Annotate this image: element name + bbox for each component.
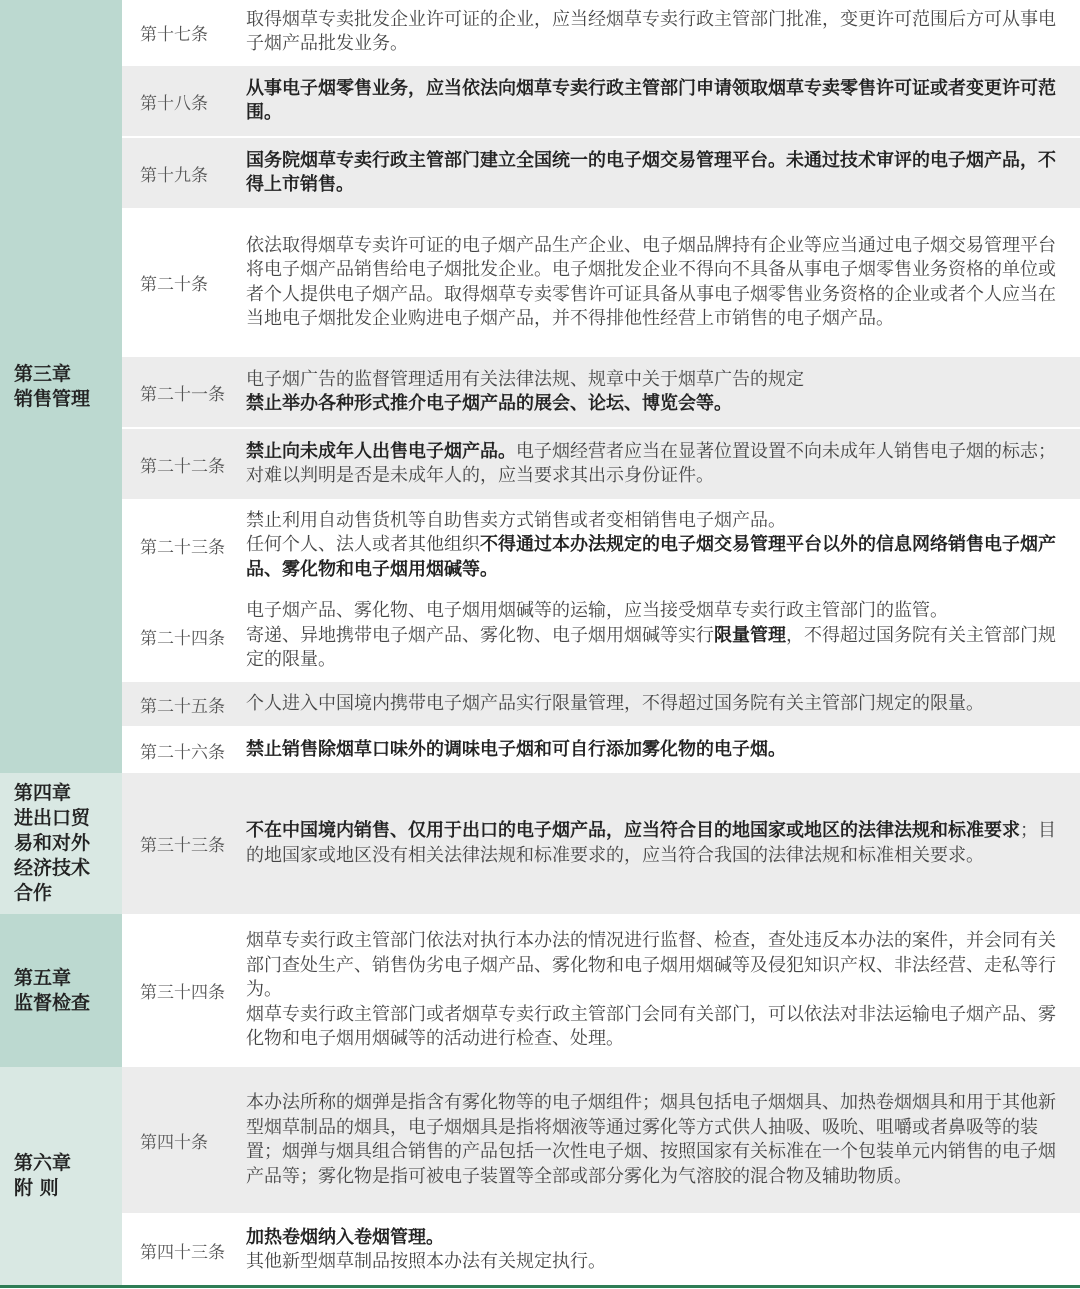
article-paragraph xyxy=(246,819,1070,868)
article-row xyxy=(122,429,1080,499)
article-number: 第二十二条 xyxy=(140,456,225,477)
article-row xyxy=(122,501,1080,590)
chapter-title-line: 第五章 xyxy=(14,966,72,989)
article-number: 第四十条 xyxy=(140,1132,208,1153)
article-text xyxy=(246,149,1080,198)
text-segment: 其他新型烟草制品按照本办法有关规定执行。 xyxy=(246,1251,606,1272)
article-number: 第二十条 xyxy=(140,275,208,295)
article-paragraph xyxy=(246,1226,1070,1251)
text-segment: ；目的地国家或地区没有相关法律法规和标准要求的，应当符合我国的法律法规和标准相关要求。 xyxy=(246,820,1056,866)
article-number: 第二十六条 xyxy=(140,743,225,763)
text-segment: 寄递、异地携带电子烟产品、雾化物、电子烟用烟碱等实行 xyxy=(246,624,714,646)
chapter-title-line: 合作 xyxy=(14,882,53,904)
article-paragraph xyxy=(246,1003,1070,1052)
article-row xyxy=(122,66,1080,136)
article-row xyxy=(122,357,1080,427)
bottom-rule xyxy=(0,1285,1080,1288)
article-paragraph xyxy=(246,149,1070,198)
chapter-title-line: 销售管理 xyxy=(14,387,91,410)
article-paragraph xyxy=(246,738,1070,763)
article-paragraph xyxy=(246,533,1070,582)
article-text xyxy=(246,692,1080,717)
chapter-title-line: 经济技术 xyxy=(14,857,91,879)
chapter-cell xyxy=(0,773,122,914)
chapter-cell xyxy=(0,0,122,773)
article-paragraph xyxy=(246,599,1070,624)
article-number: 第二十一条 xyxy=(140,384,225,405)
article-paragraph xyxy=(246,624,1070,673)
article-text xyxy=(246,368,1080,417)
chapter-title-line: 第六章 xyxy=(14,1152,72,1174)
article-row xyxy=(122,138,1080,208)
article-row xyxy=(122,210,1080,355)
article-text xyxy=(246,440,1080,489)
text-segment: 取得烟草专卖批发企业许可证的企业，应当经烟草专卖行政主管部门批准，变更许可范围后方可从事电子烟产品批发业务。 xyxy=(246,8,1056,54)
article-text xyxy=(246,738,1080,763)
article-text xyxy=(246,819,1080,868)
article-row xyxy=(122,682,1080,726)
article-number: 第十八条 xyxy=(140,93,208,114)
article-text xyxy=(246,77,1080,126)
bold-text-segment: 禁止举办各种形式推介电子烟产品的展会、论坛、博览会等。 xyxy=(246,393,732,414)
chapter-title-line: 第三章 xyxy=(14,362,72,385)
article-row xyxy=(122,773,1080,914)
bold-text-segment: 不在中国境内销售、仅用于出口的电子烟产品，应当符合目的地国家或地区的法律法规和标准要求 xyxy=(246,820,1020,841)
article-text xyxy=(246,509,1080,583)
article-number: 第十九条 xyxy=(140,165,208,186)
bold-text-segment: 禁止销售除烟草口味外的调味电子烟和可自行添加雾化物的电子烟。 xyxy=(246,739,786,761)
article-number: 第二十三条 xyxy=(140,538,225,558)
bold-text-segment: 禁止向未成年人出售电子烟产品。 xyxy=(246,440,516,462)
article-number: 第三十三条 xyxy=(140,836,225,856)
text-segment: 本办法所称的烟弹是指含有雾化物等的电子烟组件；烟具包括电子烟烟具、加热卷烟烟具和用于其他新型烟草制品的烟具，电子烟烟具是指将烟液等通过雾化等方式供人抽吸、吸吮、咀嚼或者鼻吸等的装置；烟弹与烟具组合销售的产品包括一次性电子烟、按照国家有关标准在一个包装单元内销售的电子烟产品等；雾化物是指可被电子装置等全部或部分雾化为气溶胶的混合物及辅助物质。 xyxy=(246,1092,1056,1187)
text-segment: 电子烟产品、雾化物、电子烟用烟碱等的运输，应当接受烟草专卖行政主管部门的监管。 xyxy=(246,600,948,622)
article-paragraph xyxy=(246,440,1070,489)
chapter-title-line: 附 则 xyxy=(14,1177,59,1199)
article-text xyxy=(246,599,1080,673)
article-paragraph xyxy=(246,1250,1070,1275)
article-row xyxy=(122,592,1080,680)
article-paragraph xyxy=(246,929,1070,1003)
article-text xyxy=(246,1091,1080,1189)
article-paragraph xyxy=(246,1091,1070,1189)
text-segment: 依法取得烟草专卖许可证的电子烟产品生产企业、电子烟品牌持有企业等应当通过电子烟交易管理平台将电子烟产品销售给电子烟批发企业。电子烟批发企业不得向不具备从事电子烟零售业务资格的单位或者个人提供电子烟产品。取得烟草专卖零售许可证具备从事电子烟零售业务资格的企业或者个人应当在当地电子烟批发企业购进电子烟产品，并不得排他性经营上市销售的电子烟产品。 xyxy=(246,234,1056,329)
article-number: 第二十五条 xyxy=(140,696,225,717)
article-number: 第二十四条 xyxy=(140,628,225,649)
article-text xyxy=(246,8,1080,57)
article-paragraph xyxy=(246,234,1070,332)
text-segment: 个人进入中国境内携带电子烟产品实行限量管理，不得超过国务院有关主管部门规定的限量。 xyxy=(246,692,984,714)
chapter-cell xyxy=(0,1067,122,1285)
text-segment: 烟草专卖行政主管部门依法对执行本办法的情况进行监督、检查，查处违反本办法的案件，并会同有关部门查处生产、销售伪劣电子烟产品、雾化物和电子烟用烟碱等及侵犯知识产权、非法经营、走私等行为。 xyxy=(246,930,1056,1001)
text-segment: 任何个人、法人或者其他组织 xyxy=(246,534,480,556)
article-number: 第十七条 xyxy=(140,24,208,45)
article-row xyxy=(122,0,1080,64)
article-number: 第三十四条 xyxy=(140,983,225,1003)
bold-text-segment: 国务院烟草专卖行政主管部门建立全国统一的电子烟交易管理平台。未通过技术审评的电子烟产品，不得上市销售。 xyxy=(246,149,1056,195)
article-paragraph xyxy=(246,392,1070,417)
text-segment: ，不得超过国务院有关主管部门规定的限量。 xyxy=(246,624,1056,671)
article-text xyxy=(246,234,1080,332)
bold-text-segment: 从事电子烟零售业务，应当依法向烟草专卖行政主管部门申请领取烟草专卖零售许可证或者变更许可范围。 xyxy=(246,77,1056,123)
article-row xyxy=(122,1067,1080,1213)
article-paragraph xyxy=(246,77,1070,126)
text-segment: 电子烟经营者应当在显著位置设置不向未成年人销售电子烟的标志；对难以判明是否是未成年人的，应当要求其出示身份证件。 xyxy=(246,440,1056,486)
chapter-title-line: 监督检查 xyxy=(14,991,91,1014)
article-paragraph xyxy=(246,8,1070,57)
bold-text-segment: 加热卷烟纳入卷烟管理。 xyxy=(246,1226,444,1248)
chapter-title-line: 易和对外 xyxy=(14,832,91,854)
chapter-title-line: 进出口贸 xyxy=(14,807,91,829)
bold-text-segment: 不得通过本办法规定的电子烟交易管理平台以外的信息网络销售电子烟产品、雾化物和电子烟用烟碱等。 xyxy=(246,534,1056,580)
bold-text-segment: 限量管理 xyxy=(714,624,786,646)
article-text xyxy=(246,1226,1080,1275)
text-segment: 禁止利用自动售货机等自助售卖方式销售或者变相销售电子烟产品。 xyxy=(246,509,786,531)
article-paragraph xyxy=(246,692,1070,717)
article-number: 第四十三条 xyxy=(140,1242,225,1263)
article-text xyxy=(246,929,1080,1052)
chapter-title-line: 第四章 xyxy=(14,782,72,804)
text-segment: 电子烟广告的监督管理适用有关法律法规、规章中关于烟草广告的规定 xyxy=(246,368,804,390)
article-row xyxy=(122,1215,1080,1285)
text-segment: 烟草专卖行政主管部门或者烟草专卖行政主管部门会同有关部门，可以依法对非法运输电子烟产品、雾化物和电子烟用烟碱等的活动进行检查、处理。 xyxy=(246,1003,1056,1050)
chapter-cell xyxy=(0,914,122,1067)
article-row xyxy=(122,914,1080,1067)
article-paragraph xyxy=(246,368,1070,393)
article-paragraph xyxy=(246,509,1070,534)
article-row xyxy=(122,728,1080,773)
